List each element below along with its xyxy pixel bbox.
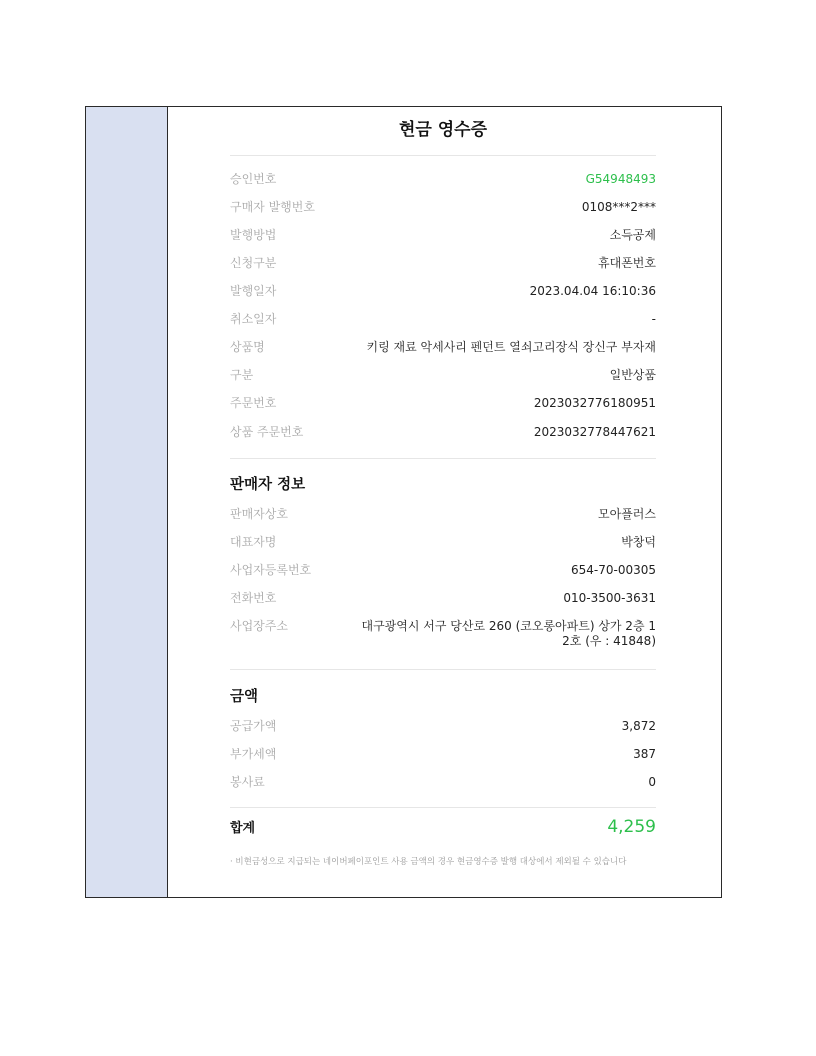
row-label: 구매자 발행번호 [230, 200, 315, 214]
row-label: 공급가액 [230, 719, 277, 733]
total-value: 4,259 [607, 817, 656, 837]
row-product-name [230, 340, 656, 355]
row-buyer-number [230, 200, 656, 215]
row-value: - [651, 312, 656, 326]
row-seller-name [230, 507, 656, 522]
row-value: 010-3500-3631 [563, 591, 656, 605]
row-label: 주문번호 [230, 396, 277, 410]
row-value: 387 [633, 747, 656, 761]
row-representative [230, 535, 656, 550]
amount-section-heading: 금액 [230, 689, 259, 705]
row-business-number [230, 563, 656, 578]
row-issue-method [230, 228, 656, 243]
row-label: 상품명 [230, 340, 265, 354]
row-business-address [230, 619, 656, 649]
row-label: 상품 주문번호 [230, 425, 304, 439]
row-approval-number [230, 172, 656, 187]
row-value: 3,872 [621, 719, 656, 733]
row-cancel-date [230, 312, 656, 327]
row-value: 0 [648, 775, 656, 789]
row-label: 신청구분 [230, 256, 277, 270]
row-value: 박창덕 [621, 535, 656, 549]
row-label: 대표자명 [230, 535, 277, 549]
address-line-2: 2호 (우 : 41848) [562, 634, 656, 648]
row-label: 승인번호 [230, 172, 277, 186]
receipt-title: 현금 영수증 [398, 120, 488, 140]
footnote: · 비현금성으로 지급되는 네이버페이포인트 사용 금액의 경우 현금영수증 발행 대상에서 제외될 수 있습니다 [230, 857, 627, 867]
row-value: 2023.04.04 16:10:36 [529, 284, 656, 298]
row-service-charge [230, 775, 656, 790]
row-total [230, 817, 656, 837]
table-side-cell [86, 107, 168, 897]
row-label: 발행방법 [230, 228, 277, 242]
row-request-type [230, 256, 656, 271]
row-value: 0108***2*** [581, 200, 656, 214]
row-value: G54948493 [585, 172, 656, 186]
row-value-address [362, 619, 657, 649]
divider [230, 669, 656, 670]
row-label: 취소일자 [230, 312, 277, 326]
row-value: 모아플러스 [598, 507, 656, 521]
row-label: 봉사료 [230, 775, 265, 789]
row-value: 휴대폰번호 [598, 256, 656, 270]
row-label: 판매자상호 [230, 507, 288, 521]
divider [230, 458, 656, 459]
row-issue-date [230, 284, 656, 299]
row-value: 2023032776180951 [533, 396, 656, 410]
cash-receipt [230, 107, 656, 897]
divider [230, 807, 656, 808]
row-category [230, 368, 656, 383]
row-label: 발행일자 [230, 284, 277, 298]
row-value: 소득공제 [609, 228, 656, 242]
total-label: 합계 [230, 821, 256, 836]
row-value: 일반상품 [609, 368, 656, 382]
row-label: 사업자등록번호 [230, 563, 312, 577]
row-product-order-number [230, 425, 656, 440]
row-vat-amount [230, 747, 656, 762]
divider [230, 155, 656, 156]
row-label: 전화번호 [230, 591, 277, 605]
row-order-number [230, 396, 656, 411]
seller-section-heading: 판매자 정보 [230, 477, 306, 493]
row-value: 654-70-00305 [570, 563, 656, 577]
address-line-1: 대구광역시 서구 당산로 260 (코오롱아파트) 상가 2층 1 [361, 619, 656, 633]
row-value: 2023032778447621 [533, 425, 656, 439]
document-table-frame [85, 106, 722, 898]
row-label: 부가세액 [230, 747, 277, 761]
row-supply-amount [230, 719, 656, 734]
row-phone-number [230, 591, 656, 606]
row-label: 구분 [230, 368, 254, 382]
row-value: 키링 재료 악세사리 펜던트 열쇠고리장식 장신구 부자재 [366, 340, 656, 354]
row-label: 사업장주소 [230, 619, 288, 633]
